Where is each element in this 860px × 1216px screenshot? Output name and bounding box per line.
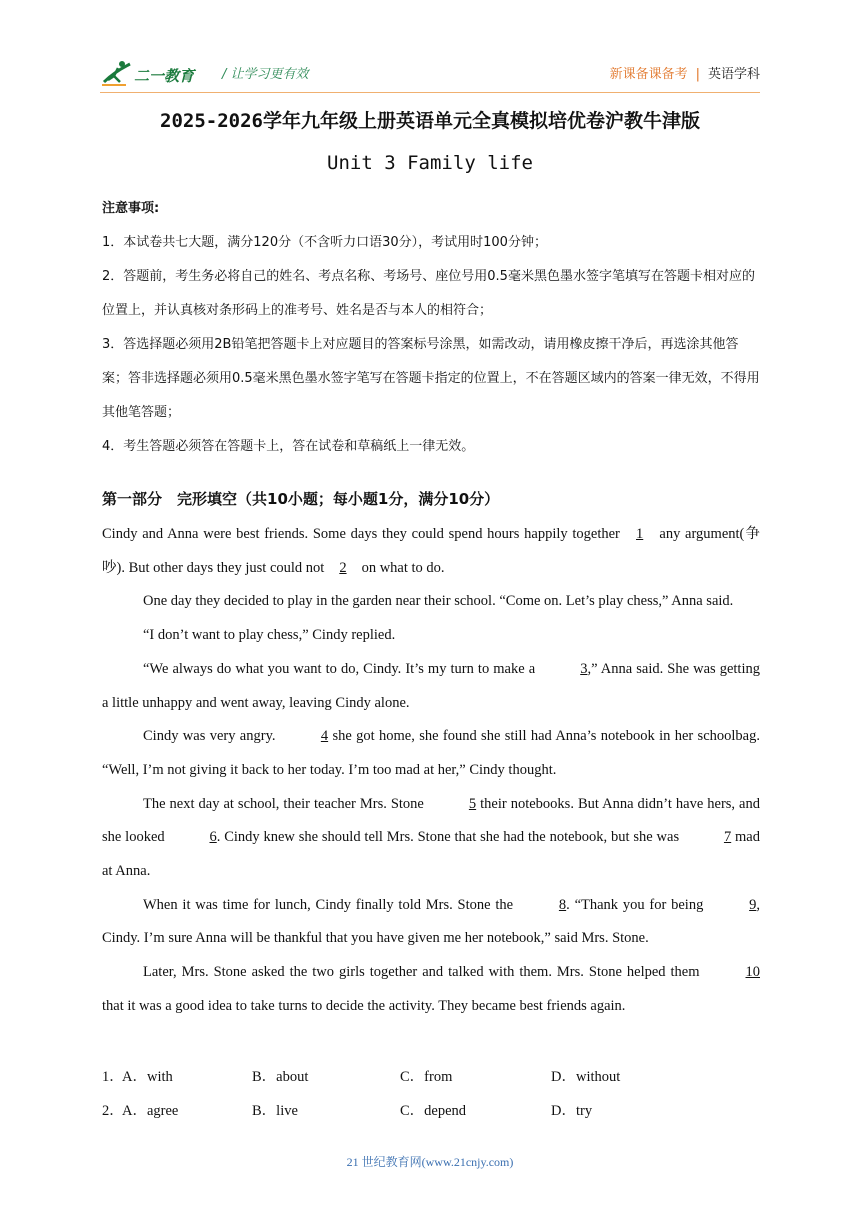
text: , Cindy. I’m sure Anna will be thankful that you have given me her notebook,” said Mrs. Stone. — [102, 896, 760, 947]
notes-item: 3．答选择题必须用2B铅笔把答题卡上对应题目的答案标号涂黑，如需改动，请用橡皮擦干净后，再选涂其他答案；答非选择题必须用0.5毫米黑色墨水签字笔写在答题卡指定的位置上，不在答题区域内的答案一律无效，不得用其他笔答题； — [102, 337, 760, 420]
section-heading: 第一部分 完形填空（共10小题；每小题1分，满分10分） — [102, 490, 500, 508]
page-title: 2025-2026学年九年级上册英语单元全真模拟培优卷沪教牛津版 — [160, 110, 700, 132]
text: . Cindy knew she should tell Mrs. Stone that she had the notebook, but she was — [216, 829, 683, 846]
header-tag-b: 英语学科 — [707, 67, 760, 82]
header-separator: | — [695, 67, 700, 82]
option-c: C．depend — [400, 1103, 467, 1119]
header-divider — [100, 92, 760, 93]
paragraph — [102, 518, 760, 585]
option-b: B．about — [252, 1069, 309, 1085]
text: any argument(争吵). But other days they just could not — [102, 526, 761, 576]
option-a: A．with — [122, 1069, 173, 1085]
logo — [100, 58, 220, 90]
notes-item: 1．本试卷共七大题，满分120分（不含听力口语30分），考试用时100分钟； — [102, 235, 547, 250]
paragraph — [102, 653, 760, 720]
text: ,” Anna said. She was getting a little unhappy and went away, leaving Cindy alone. — [102, 660, 760, 711]
runner-logo-icon — [100, 58, 134, 88]
blank: 1 — [636, 526, 644, 542]
text: Cindy and Anna were best friends. Some days they could spend hours happily together — [102, 526, 625, 542]
text: that it was a good idea to take turns to decide the activity. They became best friends again. — [102, 997, 626, 1014]
text: The next day at school, their teacher Mrs. Stone — [143, 795, 428, 812]
paragraph: One day they decided to play in the garden near their school. “Come on. Let’s play chess,” Anna said. — [143, 593, 734, 610]
notes-heading: 注意事项: — [102, 201, 160, 216]
header-tag-a: 新课备课备考 — [609, 67, 688, 82]
blank: 4 — [320, 728, 329, 745]
blank: 6 — [209, 829, 217, 846]
notes-item: 2．答题前，考生务必将自己的姓名、考点名称、考场号、座位号用0.5毫米黑色墨水签字笔填写在答题卡相对应的位置上，并认真核对条形码上的准考号、姓名是否与本人的相符合； — [102, 269, 755, 318]
answer-options — [102, 1060, 762, 1128]
option-c: C．from — [400, 1069, 453, 1085]
text: “We always do what you want to do, Cindy. It’s my turn to make a — [143, 660, 540, 677]
logo-text: 二一教育 — [134, 67, 195, 85]
notes-item: 4．考生答题必须答在答题卡上，答在试卷和草稿纸上一律无效。 — [102, 439, 475, 454]
option-b: B．live — [252, 1103, 298, 1119]
paragraph — [102, 889, 760, 956]
option-d: D．try — [551, 1103, 593, 1119]
option-row — [102, 1094, 762, 1128]
paragraph — [102, 956, 760, 1023]
page-subtitle: Unit 3 Family life — [327, 152, 533, 174]
paragraph — [102, 788, 760, 889]
paragraph — [102, 720, 760, 787]
blank: 9 — [749, 896, 757, 913]
blank: 10 — [745, 964, 760, 981]
text: she got home, she found she still had Anna’s notebook in her schoolbag. “Well, I’m not giving it back to her today. I’m too mad at her,” Cindy thought. — [102, 728, 760, 778]
text: on what to do. — [357, 559, 445, 576]
option-a: A．agree — [122, 1103, 179, 1119]
question-number: 1． — [102, 1069, 124, 1085]
text: mad at Anna. — [102, 829, 760, 880]
page-header — [100, 58, 760, 90]
page-footer: 21 世纪教育网(www.21cnjy.com) — [346, 1155, 514, 1169]
blank: 8 — [558, 896, 567, 913]
option-row — [102, 1060, 762, 1094]
blank: 7 — [723, 829, 732, 846]
paragraph: “I don’t want to play chess,” Cindy replied. — [143, 627, 396, 644]
option-d: D．without — [551, 1069, 621, 1085]
header-right — [610, 63, 760, 82]
text: When it was time for lunch, Cindy finally told Mrs. Stone the — [143, 896, 518, 913]
cloze-passage — [102, 518, 760, 1024]
question-number: 2． — [102, 1103, 124, 1119]
blank: 5 — [468, 795, 477, 812]
exam-notes — [102, 192, 762, 464]
text: their notebooks. But Anna didn’t have hers, and she looked — [102, 795, 760, 846]
blank: 3 — [580, 660, 588, 677]
text: Later, Mrs. Stone asked the two girls together and talked with them. Mrs. Stone helped them — [143, 964, 705, 981]
blank: 2 — [339, 559, 347, 576]
slogan: / 让学习更有效 — [222, 67, 309, 82]
text: Cindy was very angry. — [143, 728, 280, 745]
text: . “Thank you for being — [566, 896, 709, 913]
